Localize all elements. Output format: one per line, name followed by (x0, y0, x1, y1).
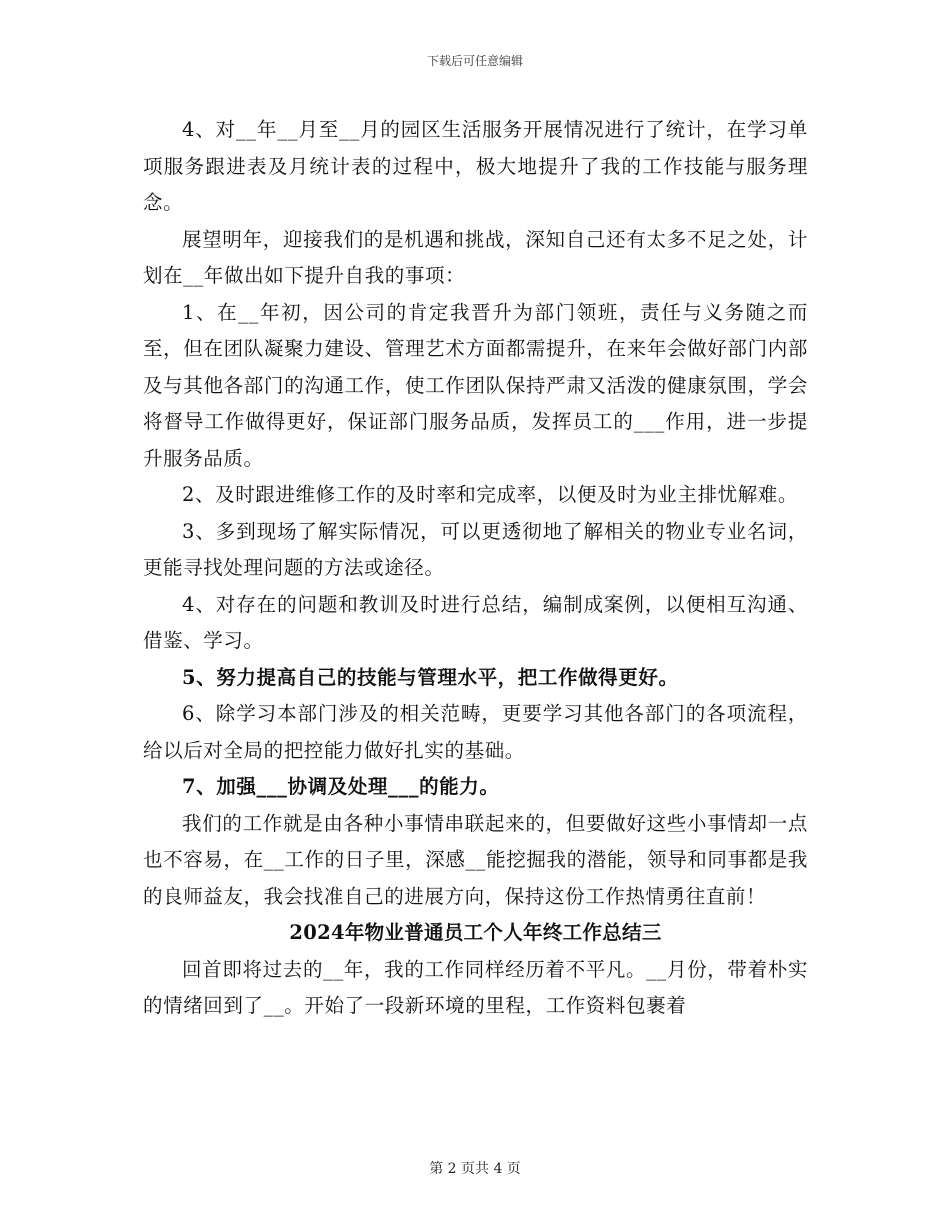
section-title: 2024年物业普通员工个人年终工作总结三 (289, 921, 662, 944)
plan-item-1: 1、在__年初，因公司的肯定我晋升为部门领班，责任与义务随之而至，但在团队凝聚力建设、管理艺术方面都需提升，在来年会做好部门内部及与其他各部门的沟通工作，使工作团队保持严肃又活泼的健康氛围，学会将督导工作做得更好，保证部门服务品质，发挥员工的___作用，进一步提升服务品质。 (143, 300, 808, 470)
page-footer: 第 2 页共 4 页 (429, 1161, 521, 1177)
plan-item-7: 7、加强___协调及处理___的能力。 (182, 775, 500, 798)
plan-item-4: 4、对存在的问题和教训及时进行总结，编制成案例，以便相互沟通、借鉴、学习。 (143, 592, 808, 652)
paragraph-conclusion: 我们的工作就是由各种小事情串联起来的，但要做好这些小事情却一点也不容易，在__工作的日子里，深感__能挖掘我的潜能，领导和同事都是我的良师益友，我会找准自己的进展方向，保持这份工作热情勇往直前！ (143, 811, 808, 908)
plan-item-2: 2、及时跟进维修工作的及时率和完成率，以便及时为业主排忧解难。 (182, 483, 799, 506)
document-body (143, 112, 808, 1025)
plan-item-6: 6、除学习本部门涉及的相关范畴，更要学习其他各部门的各项流程，给以后对全局的把控能力做好扎实的基础。 (143, 702, 808, 762)
paragraph-item-4-statistics: 4、对__年__月至__月的园区生活服务开展情况进行了统计，在学习单项服务跟进表及月统计表的过程中，极大地提升了我的工作技能与服务理念。 (143, 118, 808, 214)
plan-item-5: 5、努力提高自己的技能与管理水平，把工作做得更好。 (182, 665, 679, 689)
paragraph-outlook: 展望明年，迎接我们的是机遇和挑战，深知自己还有太多不足之处，计划在__年做出如下提升自我的事项： (143, 227, 808, 287)
plan-item-3: 3、多到现场了解实际情况，可以更透彻地了解相关的物业专业名词，更能寻找处理问题的方法或途径。 (143, 519, 808, 579)
page-header: 下载后可任意编辑 (426, 54, 523, 68)
paragraph-section-three-intro: 回首即将过去的__年，我的工作同样经历着不平凡。__月份，带着朴实的情绪回到了__。开始了一段新环境的里程，工作资料包裹着 (143, 957, 808, 1017)
